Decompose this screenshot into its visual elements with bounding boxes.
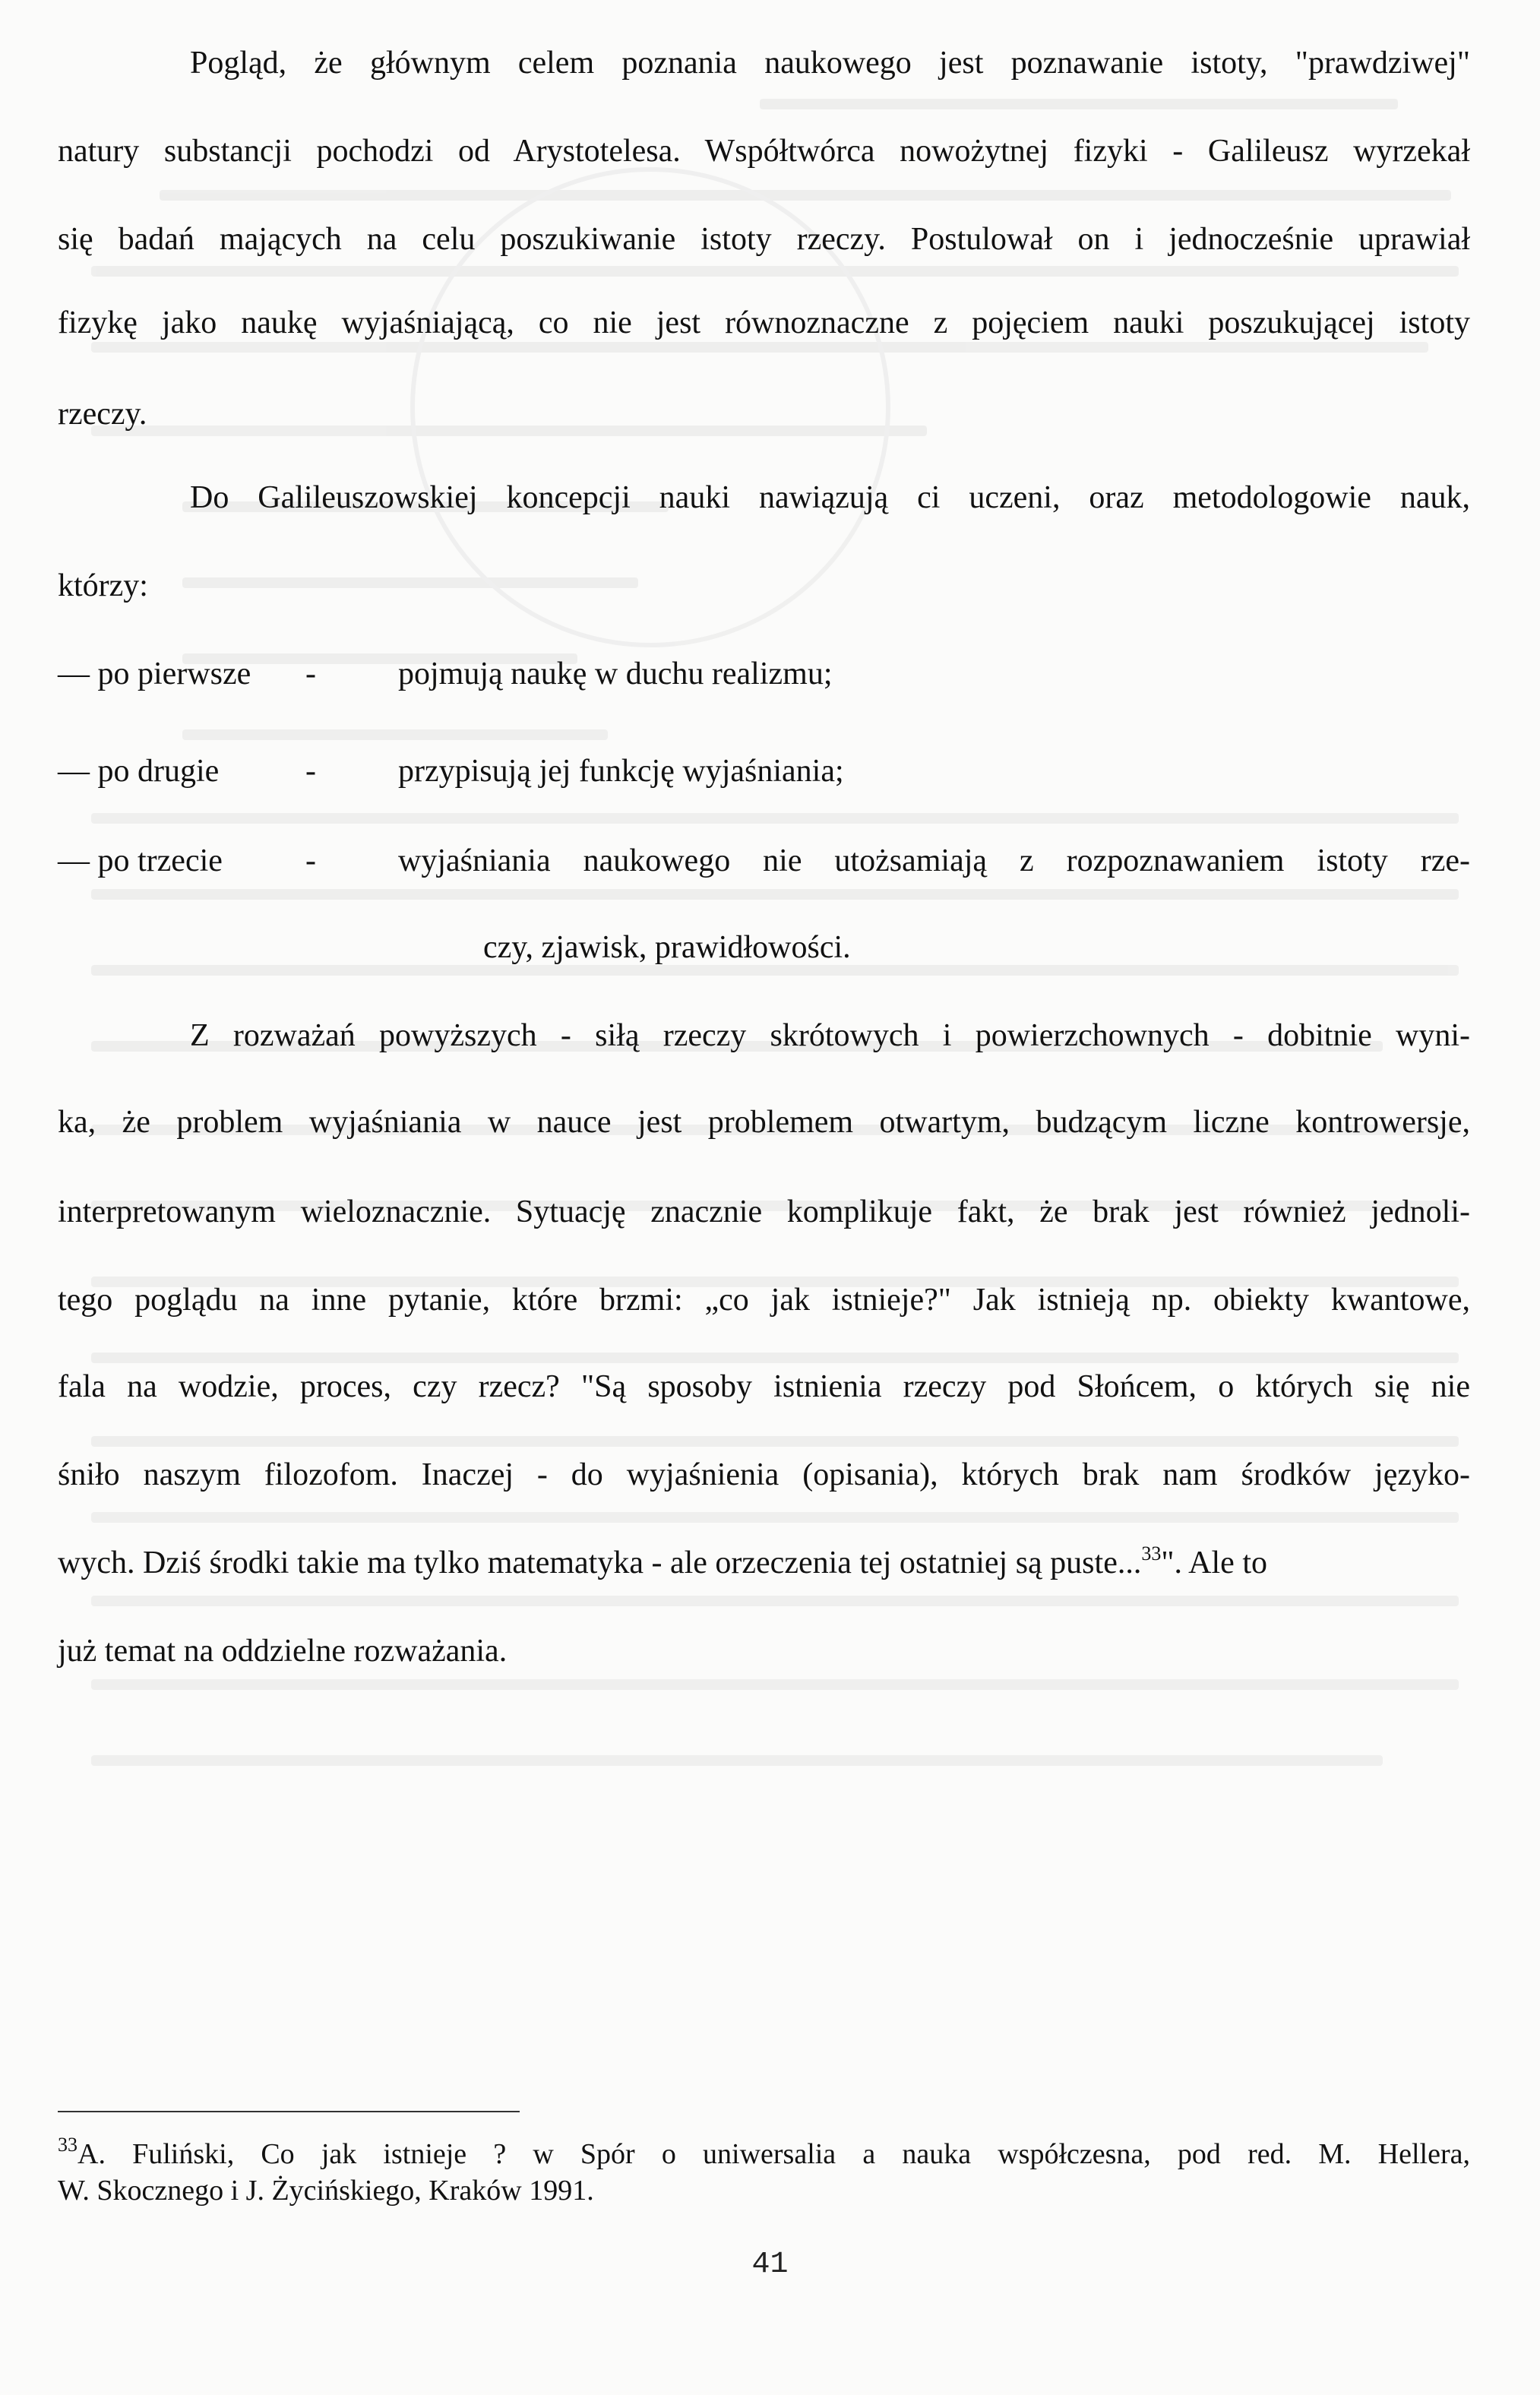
list-item-1-text: pojmują naukę w duchu realizmu; xyxy=(398,656,833,691)
footnote-line1-text: A. Fuliński, Co jak istnieje ? w Spór o uniwersalia a nauka współczesna, pod red. M. Hellera, xyxy=(77,2138,1470,2170)
paragraph3-line1: Z rozważań powyższych - siłą rzeczy skrótowych i powierzchownych - dobitnie wyni- xyxy=(190,1018,1470,1053)
footnote-divider xyxy=(58,2111,520,2112)
footnote-marker: 33 xyxy=(58,2134,77,2156)
list-item-1-label: — po pierwsze xyxy=(58,656,251,691)
paragraph3-line5: fala na wodzie, proces, czy rzecz? "Są sposoby istnienia rzeczy pod Słońcem, o których się nie xyxy=(58,1369,1470,1404)
paragraph1-line3: się badań mających na celu poszukiwanie istoty rzeczy. Postulował on i jednocześnie uprawiał xyxy=(58,222,1470,257)
paragraph1-line4: fizykę jako naukę wyjaśniającą, co nie jest równoznaczne z pojęciem nauki poszukującej istoty xyxy=(58,305,1470,340)
footnote-line1 xyxy=(58,2134,1470,2172)
list-item-3-separator: - xyxy=(305,843,316,878)
paragraph3-line3: interpretowanym wieloznacznie. Sytuację znacznie komplikuje fakt, że brak jest również jednoli- xyxy=(58,1194,1470,1229)
paragraph3-line7-text: wych. Dziś środki takie ma tylko matematyka - ale orzeczenia tej ostatniej są puste... xyxy=(58,1546,1142,1580)
footnote-line2: W. Skocznego i J. Życińskiego, Kraków 1991. xyxy=(58,2175,594,2207)
paragraph3-line8: już temat na oddzielne rozważania. xyxy=(58,1634,508,1669)
list-item-2-text: przypisują jej funkcję wyjaśniania; xyxy=(398,754,844,789)
paragraph2-line1: Do Galileuszowskiej koncepcji nauki nawiązują ci uczeni, oraz metodologowie nauk, xyxy=(190,480,1470,515)
paragraph3-line7 xyxy=(58,1544,1470,1582)
paragraph1-line5: rzeczy. xyxy=(58,397,147,432)
paragraph3-line6: śniło naszym filozofom. Inaczej - do wyjaśnienia (opisania), których brak nam środków języko- xyxy=(58,1457,1470,1492)
list-item-3-label: — po trzecie xyxy=(58,843,223,878)
paragraph1-line1: Pogląd, że głównym celem poznania naukowego jest poznawanie istoty, "prawdziwej" xyxy=(190,46,1470,81)
paragraph3-line2: ka, że problem wyjaśniania w nauce jest problemem otwartym, budzącym liczne kontrowersje, xyxy=(58,1105,1470,1140)
list-item-2-separator: - xyxy=(305,754,316,789)
list-item-1-separator: - xyxy=(305,656,316,691)
page-number: 41 xyxy=(751,2248,789,2282)
paragraph2-line2: którzy: xyxy=(58,568,148,603)
paragraph1-line2: natury substancji pochodzi od Arystotelesa. Współtwórca nowożytnej fizyki - Galileusz wyrzekał xyxy=(58,134,1470,169)
paragraph3-line7-end: ". Ale to xyxy=(1161,1546,1267,1580)
list-item-3-continuation: czy, zjawisk, prawidłowości. xyxy=(483,930,851,965)
footnote-reference: 33 xyxy=(1141,1542,1162,1565)
list-item-2-label: — po drugie xyxy=(58,754,220,789)
paragraph3-line4: tego poglądu na inne pytanie, które brzmi: „co jak istnieje?" Jak istnieją np. obiekty kwantowe, xyxy=(58,1283,1470,1318)
list-item-3-text: wyjaśniania naukowego nie utożsamiają z rozpoznawaniem istoty rze- xyxy=(398,843,1470,878)
